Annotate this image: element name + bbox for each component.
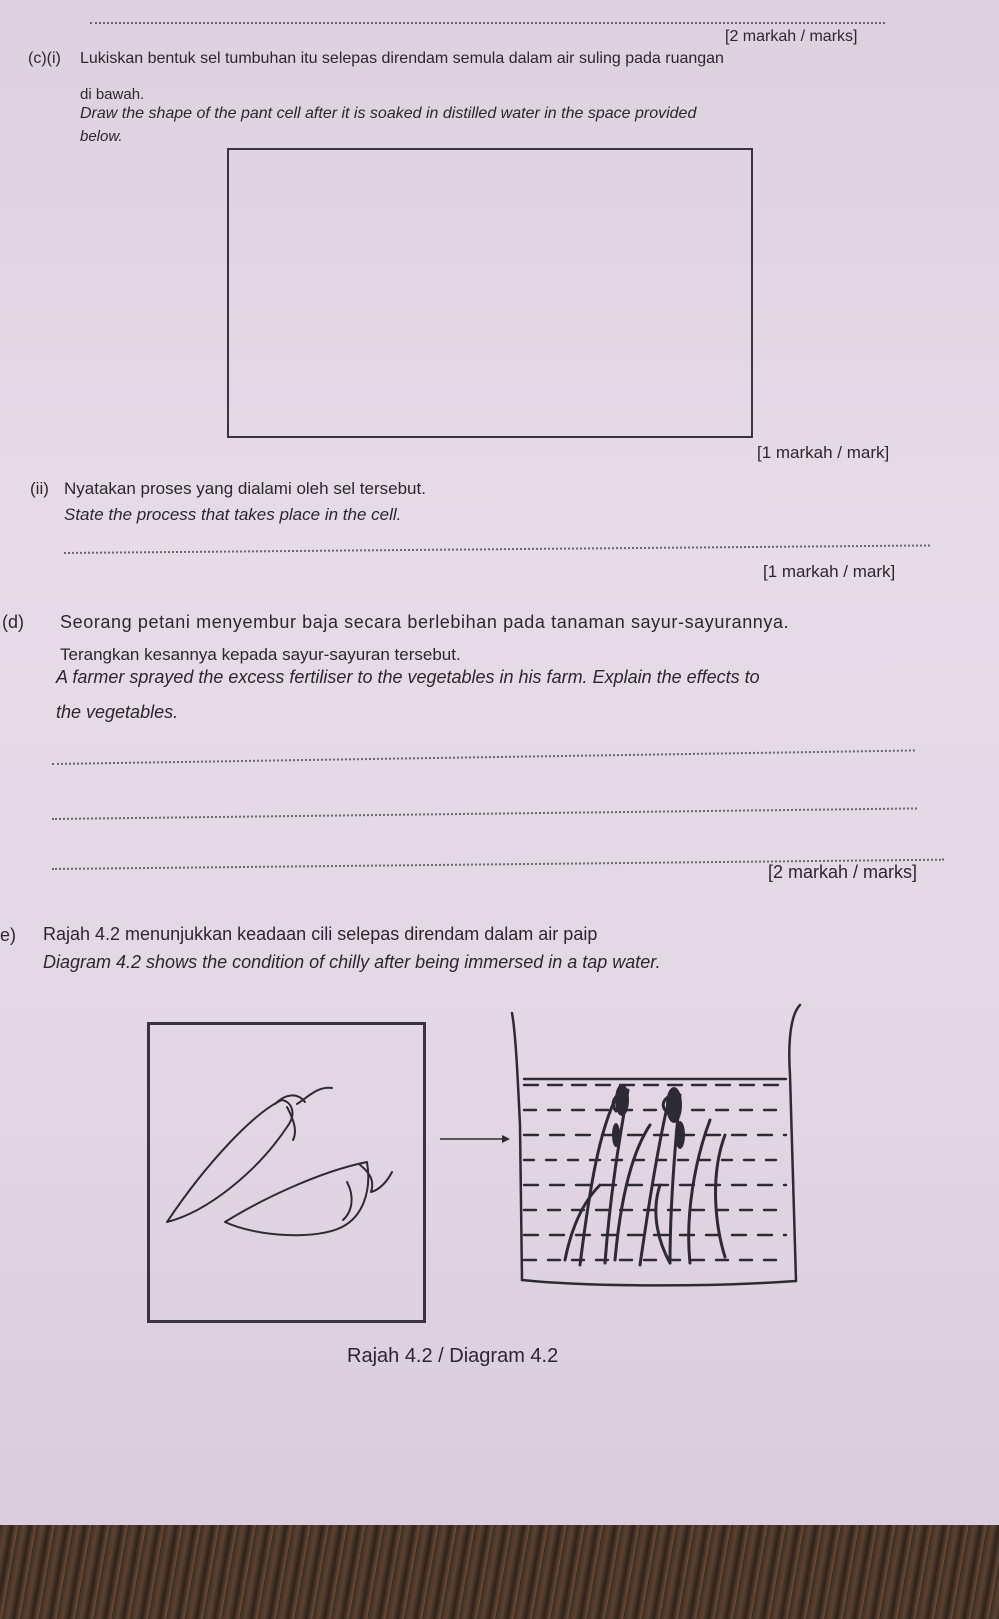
question-c-i-english-line1: Draw the shape of the pant cell after it is soaked in distilled water in the space provided: [80, 105, 697, 122]
question-d-malay-line2: Terangkan kesannya kepada sayur-sayuran tersebut.: [60, 645, 461, 664]
previous-marks: [2 markah / marks]: [725, 28, 858, 45]
question-c-ii-label: (ii): [30, 479, 49, 498]
question-c-i-english-line2: below.: [80, 128, 123, 145]
answer-line-previous: [90, 22, 885, 24]
table-surface: [0, 1525, 999, 1619]
diagram-caption: Rajah 4.2 / Diagram 4.2: [347, 1345, 559, 1367]
beaker-with-chillies-drawing: [510, 995, 800, 1310]
drawing-answer-box[interactable]: [227, 148, 753, 438]
question-d-english-line1: A farmer sprayed the excess fertiliser to the vegetables in his farm. Explain the effects to: [56, 667, 760, 687]
question-c-i-label: (c)(i): [28, 50, 61, 67]
answer-line-c-ii[interactable]: [64, 544, 930, 554]
question-e-english: Diagram 4.2 shows the condition of chilly after being immersed in a tap water.: [43, 952, 661, 972]
question-c-i-marks: [1 markah / mark]: [757, 443, 890, 462]
fresh-chilli-drawing: [147, 1022, 420, 1317]
answer-line-d-2[interactable]: [52, 807, 917, 820]
question-c-ii-marks: [1 markah / mark]: [763, 562, 896, 581]
arrow-right-icon: [440, 1133, 510, 1145]
question-d-marks: [2 markah / marks]: [768, 862, 918, 882]
question-d-malay-line1: Seorang petani menyembur baja secara berlebihan pada tanaman sayur-sayurannya.: [60, 612, 790, 632]
question-c-i-malay-line2: di bawah.: [80, 86, 145, 103]
question-d-label: (d): [2, 612, 24, 632]
question-c-ii-malay: Nyatakan proses yang dialami oleh sel tersebut.: [64, 479, 426, 498]
question-c-i-malay-line1: Lukiskan bentuk sel tumbuhan itu selepas direndam semula dalam air suling pada ruangan: [80, 50, 724, 67]
question-d-english-line2: the vegetables.: [56, 702, 179, 722]
question-c-ii-english: State the process that takes place in the cell.: [64, 505, 402, 524]
question-e-label: e): [0, 925, 17, 945]
question-e-malay: Rajah 4.2 menunjukkan keadaan cili selepas direndam dalam air paip: [43, 924, 598, 944]
answer-line-d-1[interactable]: [52, 749, 915, 765]
